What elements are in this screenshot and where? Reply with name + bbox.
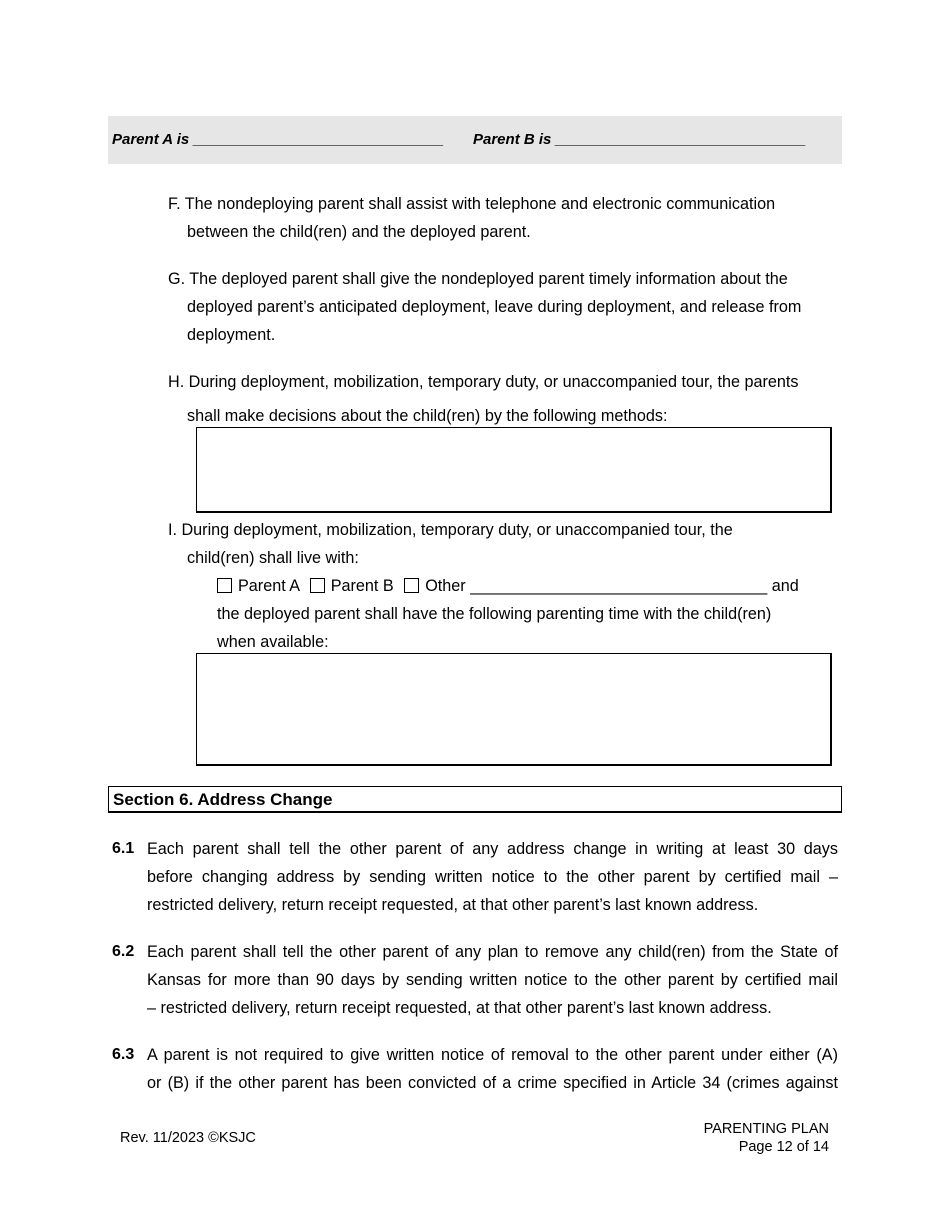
para-6-2-line-2: Kansas for more than 90 days by sending written notice to the other parent by certified mail <box>147 971 838 989</box>
item-i-line-5: when available: <box>217 633 329 651</box>
decision-methods-box[interactable] <box>196 427 832 513</box>
parenting-time-box[interactable] <box>196 653 832 766</box>
other-checkbox[interactable] <box>404 578 419 593</box>
para-6-2-number: 6.2 <box>112 943 135 960</box>
footer-revision: Rev. 11/2023 ©KSJC <box>120 1130 256 1146</box>
para-6-1-line-2: before changing address by sending written notice to the other parent by certified mail – <box>147 868 838 886</box>
section-6-title: Section 6. Address Change <box>108 786 842 813</box>
para-6-1 <box>147 835 838 919</box>
para-6-1-line-3: restricted delivery, return receipt requested, at that other parent’s last known address. <box>147 896 759 914</box>
living-options <box>217 572 799 656</box>
item-g-line-2: deployed parent’s anticipated deployment, leave during deployment, and release from <box>187 298 802 316</box>
item-h <box>168 368 798 430</box>
other-option-label: Other <box>425 577 466 595</box>
para-6-2-line-3: – restricted delivery, return receipt requested, at that other parent’s last known address. <box>147 999 772 1017</box>
parent-a-option-label: Parent A <box>238 577 300 595</box>
para-6-3-number: 6.3 <box>112 1046 135 1063</box>
item-i-line-2: child(ren) shall live with: <box>187 549 359 567</box>
parent-a-field[interactable] <box>112 131 444 148</box>
item-i-line-4: the deployed parent shall have the following parenting time with the child(ren) <box>217 605 772 623</box>
para-6-2 <box>147 938 838 1022</box>
para-6-1-number: 6.1 <box>112 840 135 857</box>
parent-b-blank[interactable]: ______________________________ <box>555 131 806 148</box>
other-blank[interactable]: _________________________________ <box>470 577 768 595</box>
para-6-2-line-1: Each parent shall tell the other parent of any plan to remove any child(ren) from the State of <box>147 943 838 961</box>
item-f-line-2: between the child(ren) and the deployed parent. <box>187 223 531 241</box>
parent-b-label: Parent B is <box>473 131 552 148</box>
para-6-3 <box>147 1041 838 1097</box>
footer-doc-title: PARENTING PLAN <box>703 1121 829 1137</box>
item-h-line-1: H. During deployment, mobilization, temporary duty, or unaccompanied tour, the parents <box>168 373 799 391</box>
item-g <box>168 265 801 349</box>
item-g-line-1: G. The deployed parent shall give the nondeployed parent timely information about the <box>168 270 788 288</box>
para-6-1-line-1: Each parent shall tell the other parent of any address change in writing at least 30 days <box>147 840 838 858</box>
item-i-line-1: I. During deployment, mobilization, temporary duty, or unaccompanied tour, the <box>168 521 733 539</box>
item-i <box>168 516 733 572</box>
item-g-line-3: deployment. <box>187 326 276 344</box>
parent-a-blank[interactable]: ______________________________ <box>193 131 444 148</box>
item-h-line-2: shall make decisions about the child(ren) by the following methods: <box>187 407 668 425</box>
parent-b-checkbox[interactable] <box>310 578 325 593</box>
footer-page-number: Page 12 of 14 <box>738 1139 829 1155</box>
para-6-3-line-2: or (B) if the other parent has been convicted of a crime specified in Article 34 (crimes against <box>147 1074 838 1092</box>
item-f <box>168 190 775 246</box>
parent-a-checkbox[interactable] <box>217 578 232 593</box>
and-text: and <box>771 577 799 595</box>
footer-page-info <box>704 1120 829 1156</box>
para-6-3-line-1: A parent is not required to give written notice of removal to the other parent under either (A) <box>147 1046 838 1064</box>
parent-a-label: Parent A is <box>112 131 190 148</box>
parent-b-field[interactable] <box>473 131 806 148</box>
parent-b-option-label: Parent B <box>330 577 394 595</box>
item-f-line-1: F. The nondeploying parent shall assist with telephone and electronic communication <box>168 195 776 213</box>
